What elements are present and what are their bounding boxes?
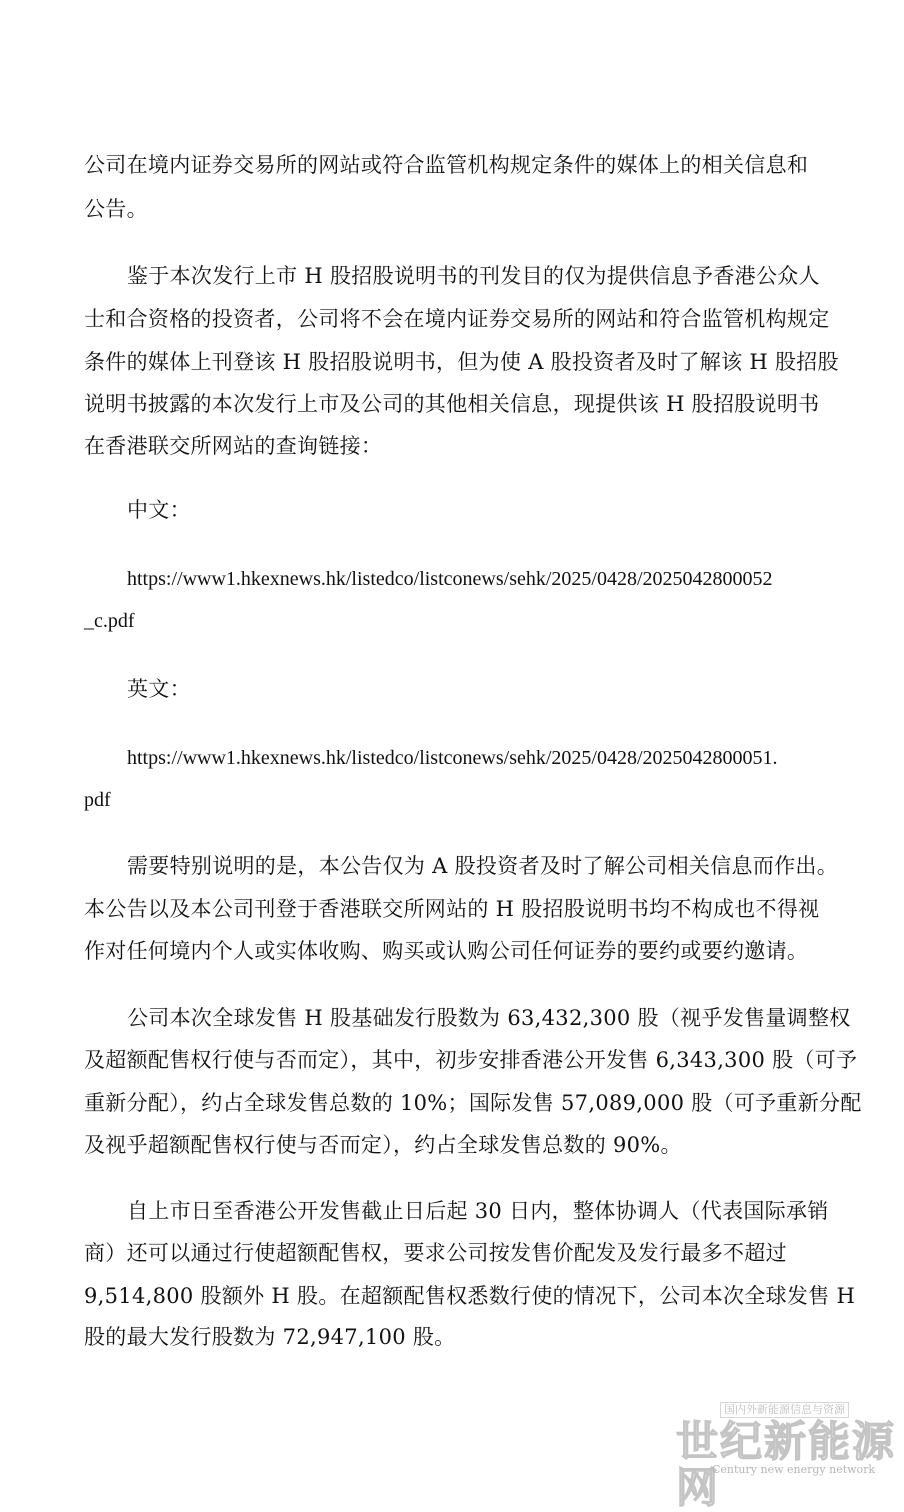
over-allotment-line-2: 商）还可以通过行使超额配售权，要求公司按发售价配发及发行最多不超过	[84, 1241, 787, 1265]
paragraph-2-line-5: 在香港联交所网站的查询链接：	[84, 434, 383, 458]
watermark-logo-text: 世纪新能源网	[676, 1417, 897, 1512]
watermark-tagline: 国内外新能源信息与资源	[720, 1402, 849, 1418]
over-allotment-line-4: 股的最大发行股数为 72,947,100 股。	[84, 1325, 456, 1349]
offering-line-2: 及超额配售权行使与否而定），其中，初步安排香港公开发售 6,343,300 股（可予	[84, 1048, 858, 1072]
chinese-prospectus-link[interactable]: https://www1.hkexnews.hk/listedco/listconews/sehk/2025/0428/2025042800052	[127, 568, 773, 590]
english-prospectus-link[interactable]: https://www1.hkexnews.hk/listedco/listconews/sehk/2025/0428/2025042800051.	[127, 747, 778, 769]
disclaimer-line-2: 本公告以及本公司刊登于香港联交所网站的 H 股招股说明书均不构成也不得视	[84, 897, 820, 921]
offering-line-1: 公司本次全球发售 H 股基础发行股数为 63,432,300 股（视乎发售量调整权	[127, 1006, 851, 1030]
chinese-version-label: 中文：	[127, 498, 191, 522]
over-allotment-line-3: 9,514,800 股额外 H 股。在超额配售权悉数行使的情况下，公司本次全球发售 H	[84, 1284, 856, 1308]
over-allotment-line-1: 自上市日至香港公开发售截止日后起 30 日内，整体协调人（代表国际承销	[127, 1199, 829, 1223]
paragraph-1-line-1: 公司在境内证券交易所的网站或符合监管机构规定条件的媒体上的相关信息和	[84, 153, 809, 177]
paragraph-1-line-2: 公告。	[84, 197, 148, 221]
offering-line-4: 及视乎超额配售权行使与否而定），约占全球发售总数的 90%。	[84, 1133, 682, 1157]
watermark-english-text: Century new energy network	[712, 1463, 876, 1476]
paragraph-2-line-3: 条件的媒体上刊登该 H 股招股说明书，但为使 A 股投资者及时了解该 H 股招股	[84, 350, 839, 374]
english-version-label: 英文：	[127, 677, 191, 701]
offering-line-3: 重新分配），约占全球发售总数的 10%；国际发售 57,089,000 股（可予重新分配	[84, 1091, 862, 1115]
disclaimer-line-1: 需要特别说明的是，本公告仅为 A 股投资者及时了解公司相关信息而作出。	[127, 854, 839, 878]
english-prospectus-link-continued[interactable]: pdf	[84, 789, 111, 811]
chinese-prospectus-link-continued[interactable]: _c.pdf	[84, 610, 135, 632]
disclaimer-line-3: 作对任何境内个人或实体收购、购买或认购公司任何证券的要约或要约邀请。	[84, 939, 809, 963]
paragraph-2-line-4: 说明书披露的本次发行上市及公司的其他相关信息，现提供该 H 股招股说明书	[84, 392, 820, 416]
paragraph-2-line-2: 士和合资格的投资者，公司将不会在境内证券交易所的网站和符合监管机构规定	[84, 307, 830, 331]
paragraph-2-line-1: 鉴于本次发行上市 H 股招股说明书的刊发目的仅为提供信息予香港公众人	[127, 264, 820, 288]
